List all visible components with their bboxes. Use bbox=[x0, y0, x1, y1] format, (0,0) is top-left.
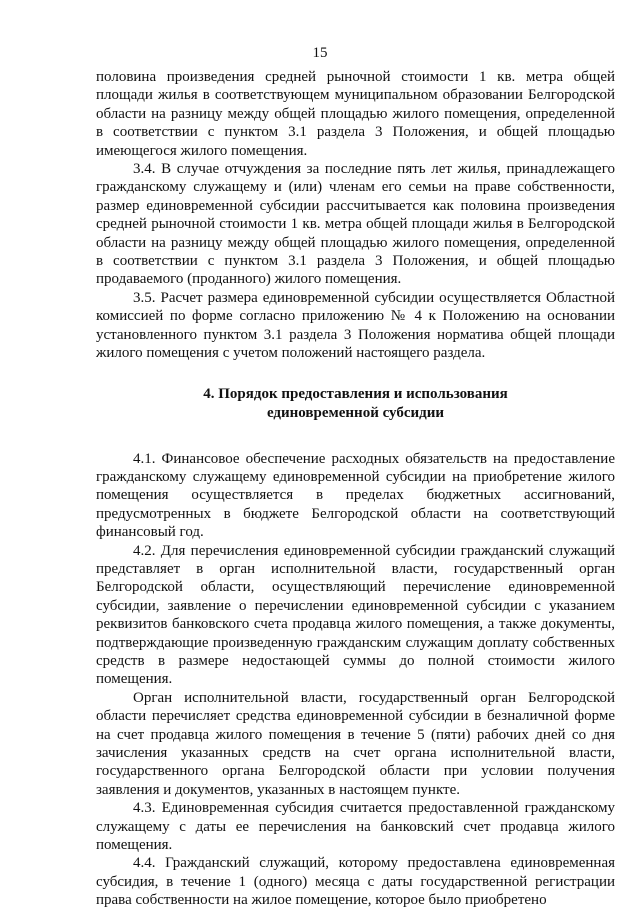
paragraph-4-2-second: Орган исполнительной власти, государственный орган Белгородской области перечисляет средства единовременной субсидии в безналичной форме на счет продавца жилого помещения в течение 5 (пяти) рабочих дней со дня зачисления указанных средств на счет органа исполнительной власти, государственного органа Белгородской области при условии получения заявления и документов, указанных в настоящем пункте. bbox=[96, 689, 615, 798]
paragraph-3-3-continued: половина произведения средней рыночной стоимости 1 кв. метра общей площади жилья в соответствующем муниципальном образовании Белгородской области на разницу между общей площадью жилого помещения, определенной в соответствии с пунктом 3.1 раздела 3 Положения, и общей площадью имеющегося жилого помещения. bbox=[96, 69, 615, 159]
paragraph-4-3: 4.3. Единовременная субсидия считается предоставленной гражданскому служащему с даты ее перечисления на банковский счет продавца жилого помещения. bbox=[96, 800, 615, 854]
section-heading bbox=[96, 385, 615, 423]
section-heading-line-2: единовременной субсидии bbox=[266, 404, 445, 421]
document-body bbox=[96, 68, 615, 910]
paragraph-4-4: 4.4. Гражданский служащий, которому предоставлена единовременная субсидия, в течение 1 (одного) месяца с даты государственной регистрации права собственности на жилое помещение, которое было приобретено bbox=[96, 855, 615, 909]
section-heading-line-1: 4. Порядок предоставления и использования bbox=[203, 385, 508, 402]
paragraph-3-5: 3.5. Расчет размера единовременной субсидии осуществляется Областной комиссией по форме согласно приложению № 4 к Положению на основании установленного пунктом 3.1 раздела 3 Положения норматива общей площади жилого помещения с учетом положений настоящего раздела. bbox=[96, 289, 615, 362]
paragraph-4-1: 4.1. Финансовое обеспечение расходных обязательств на предоставление гражданскому служащему единовременной субсидии на приобретение жилого помещения осуществляется в пределах бюджетных ассигнований, предусмотренных в бюджете Белгородской области на соответствующий финансовый год. bbox=[96, 450, 615, 541]
paragraph-3-4: 3.4. В случае отчуждения за последние пять лет жилья, принадлежащего гражданскому служащему и (или) членам его семьи на праве собственности, размер единовременной субсидии рассчитывается как половина произведения средней рыночной стоимости 1 кв. метра общей площади жилья в Белгородской области на разницу между общей площадью жилого помещения, определенной в соответствии с пунктом 3.1 раздела 3 Положения, и общей площадью продаваемого (проданного) жилого помещения. bbox=[96, 161, 615, 288]
paragraph-4-2: 4.2. Для перечисления единовременной субсидии гражданский служащий представляет в орган исполнительной власти, государственный орган Белгородской области, осуществляющий перечисление единовременной субсидии, заявление о перечислении единовременной субсидии с указанием реквизитов банковского счета продавца жилого помещения, а также документы, подтверждающие произведенную гражданским служащим доплату собственных средств в размере недостающей суммы до полной стоимости жилого помещения. bbox=[96, 542, 615, 688]
page-number: 15 bbox=[312, 45, 328, 61]
